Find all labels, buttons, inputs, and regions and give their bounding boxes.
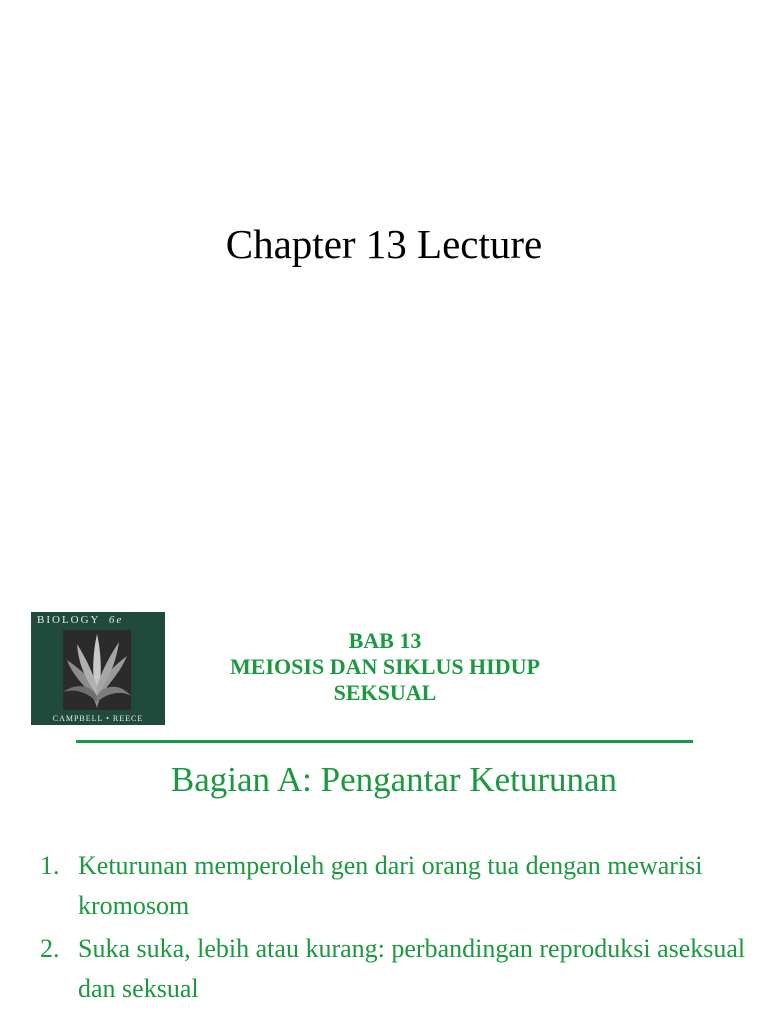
chapter-title-line-2: SEKSUAL xyxy=(333,680,437,705)
section-title: Bagian A: Pengantar Keturunan xyxy=(170,760,618,799)
list-item-text: Suka suka, lebih atau kurang: perbandingan reproduksi aseksual dan seksual xyxy=(78,934,746,1003)
list-item xyxy=(40,846,760,926)
list-item xyxy=(40,929,760,1009)
list-item-text: Keturunan memperoleh gen dari orang tua dengan mewarisi kromosom xyxy=(78,851,703,920)
list-item-number: 2. xyxy=(40,934,60,963)
book-edition: 6e xyxy=(108,614,124,626)
divider xyxy=(76,740,693,743)
book-cover-title xyxy=(37,614,123,626)
book-cover xyxy=(31,612,165,725)
chapter-title-line-1: MEIOSIS DAN SIKLUS HIDUP xyxy=(230,654,540,679)
page-title: Chapter 13 Lecture xyxy=(225,221,543,267)
chapter-header xyxy=(170,628,600,706)
succulent-plant-image xyxy=(63,630,131,710)
book-authors: CAMPBELL • REECE xyxy=(52,714,144,723)
topic-list xyxy=(40,846,760,1012)
chapter-number: BAB 13 xyxy=(348,628,422,653)
book-title: BIOLOGY xyxy=(37,614,101,626)
list-item-number: 1. xyxy=(40,851,60,880)
